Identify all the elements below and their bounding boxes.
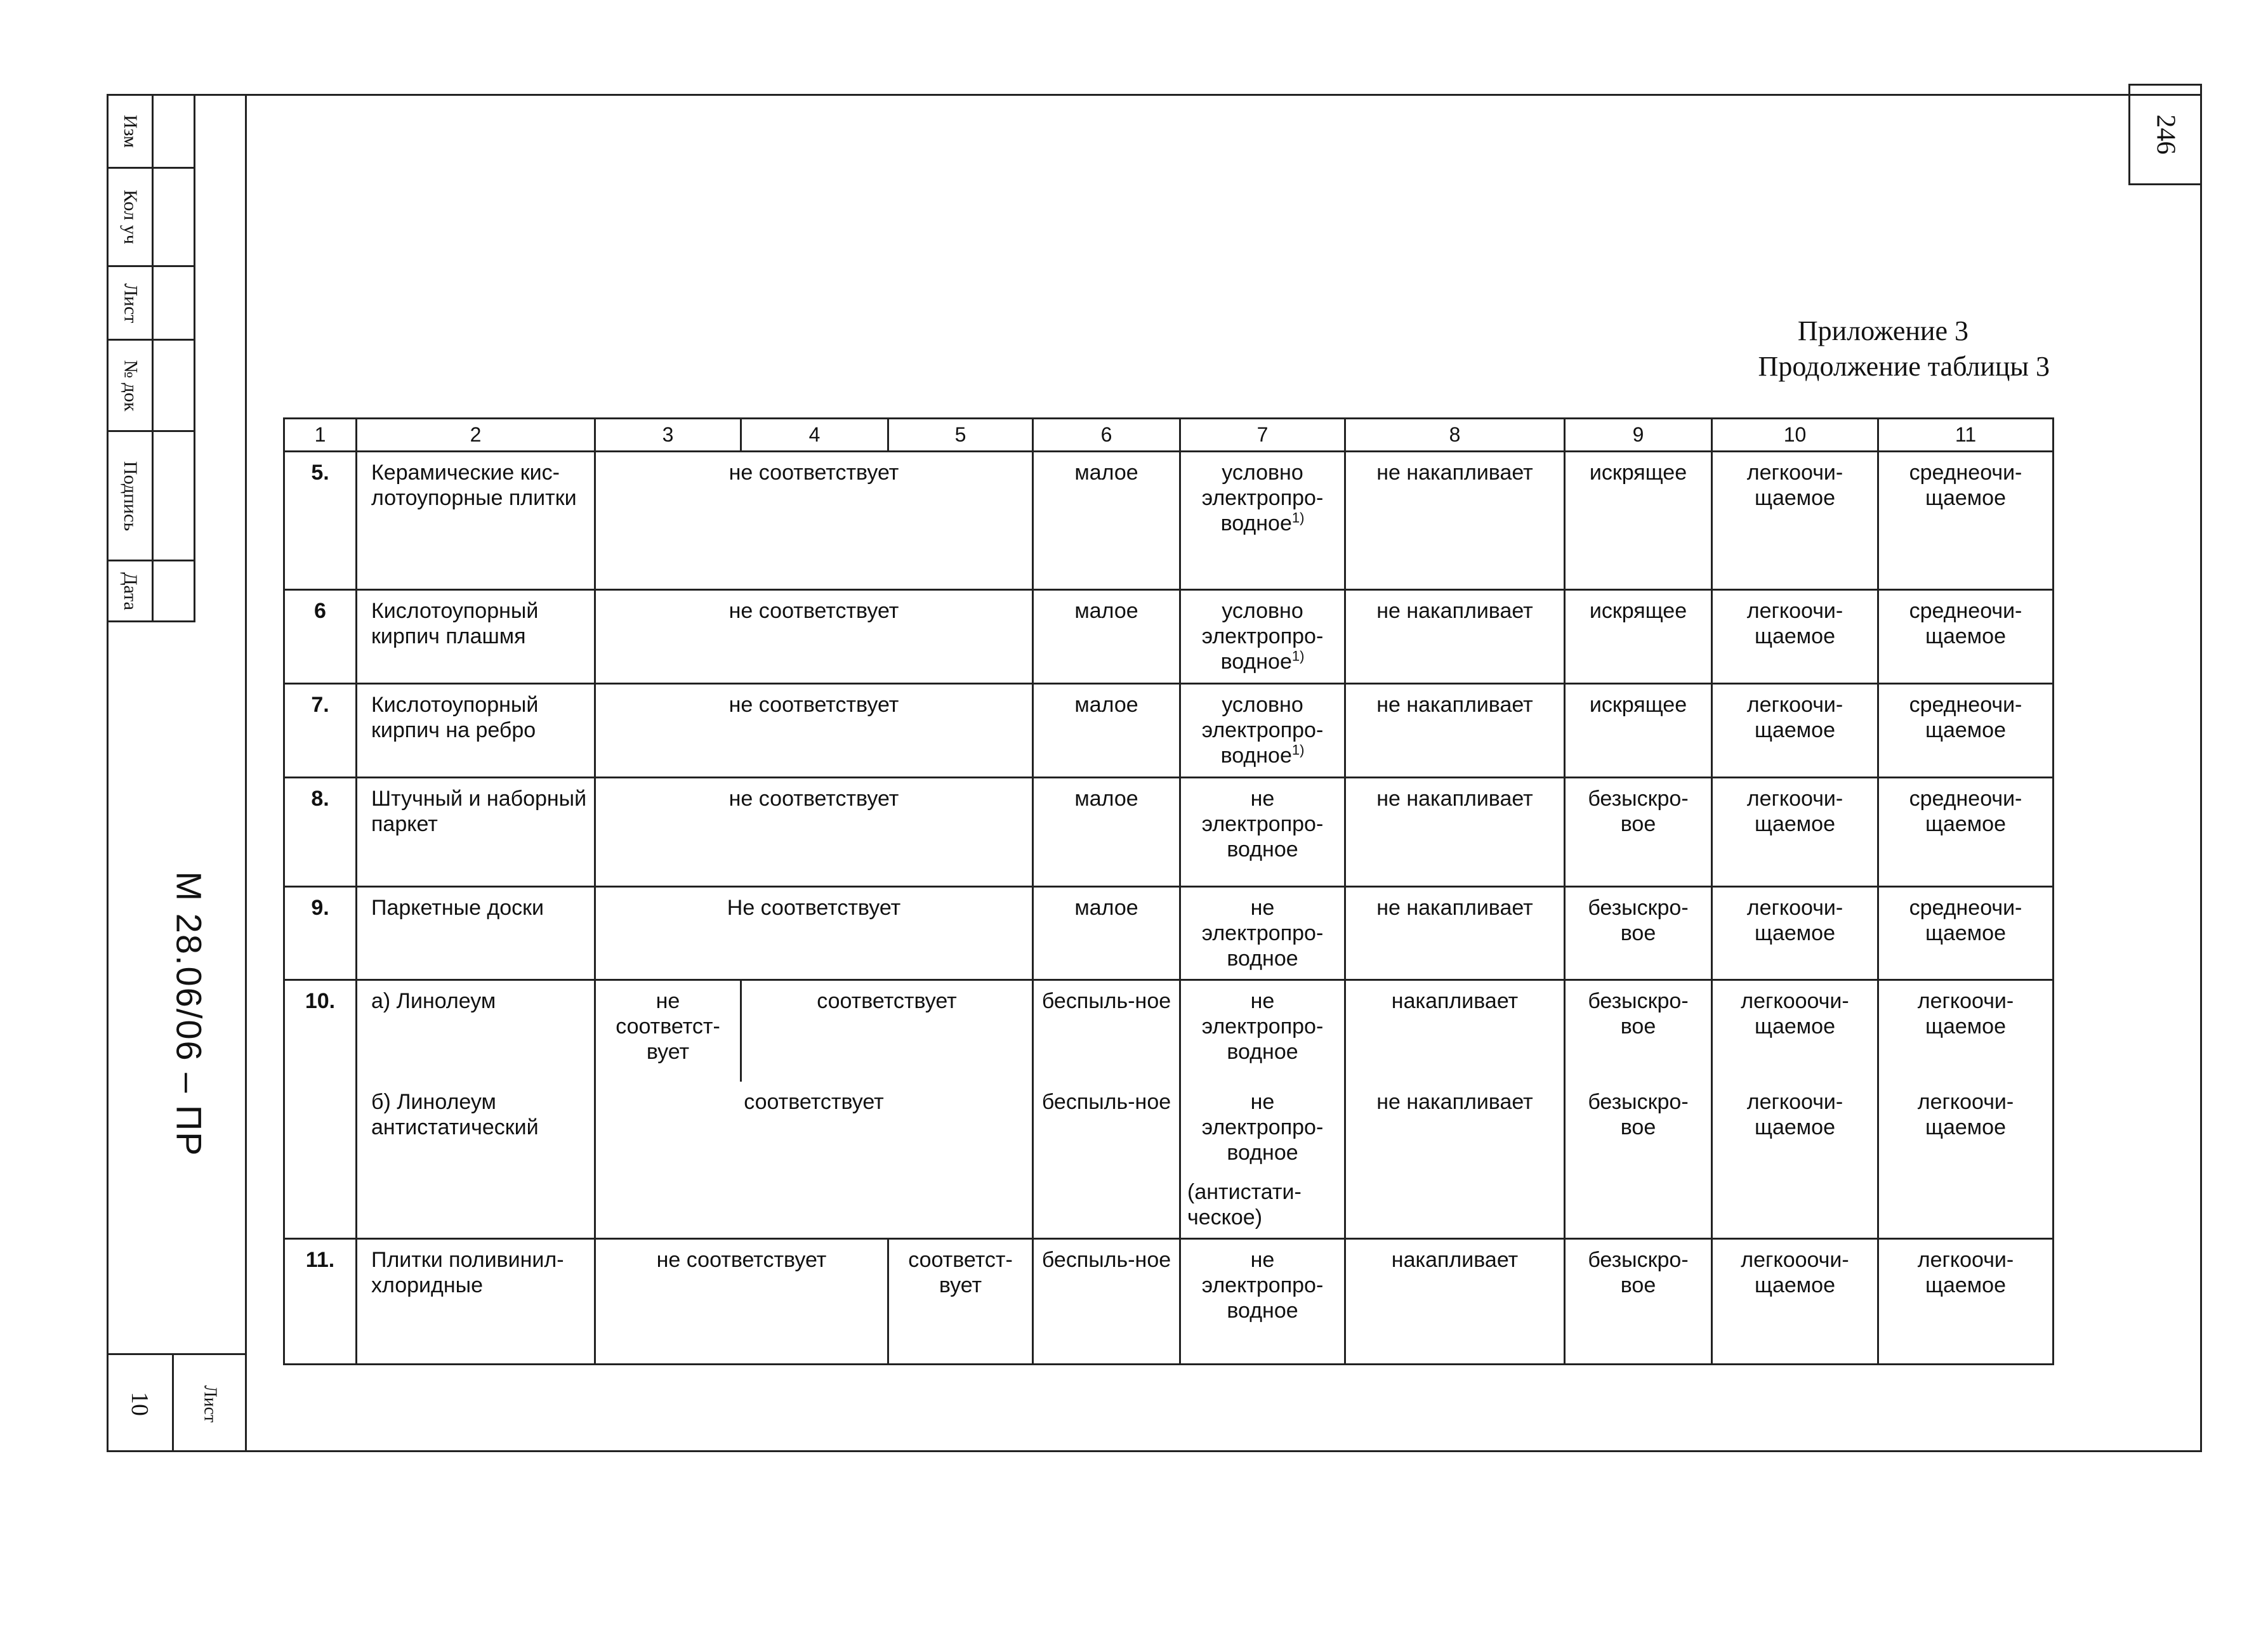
table-continuation-label: Продолжение таблицы 3 (1758, 351, 2050, 382)
page-number: 246 (2151, 114, 2180, 155)
material-name: Паркетные доски (357, 887, 595, 980)
cell-c8: не накапливает (1345, 684, 1565, 778)
cell-c7: условно электропро-водное$^{1)}$ (1180, 590, 1345, 684)
cell-c6: беспыль-ное (1033, 980, 1180, 1082)
col-num: 3 (595, 419, 741, 452)
row-number: 7. (284, 684, 357, 778)
cell-c45: соответствует (741, 980, 1033, 1082)
cell-c7: не электропро-водное (1180, 887, 1345, 980)
cell-c10: легкоочи-щаемое (1712, 684, 1878, 778)
cell-c345: не соответствует (595, 590, 1033, 684)
table-row (284, 980, 2054, 1082)
cell-c8: не накапливает (1345, 590, 1565, 684)
cell-c345: Не соответствует (595, 887, 1033, 980)
col-num: 5 (888, 419, 1033, 452)
cell-c9: безыскро-вое (1565, 887, 1712, 980)
cell-c11: легкоочи-щаемое (1878, 1238, 2054, 1364)
cell-c6: малое (1033, 590, 1180, 684)
cell-c8: не накапливает (1345, 452, 1565, 590)
stamp-label-date: Дата (119, 572, 141, 610)
material-name: Кислотоупорный кирпич на ребро (357, 684, 595, 778)
cell-c10: легкооочи-щаемое (1712, 1238, 1878, 1364)
cell-c9: безыскро-вое (1565, 1238, 1712, 1364)
cell-c9: безыскро-вое (1565, 1082, 1712, 1239)
row-number: 10. (284, 980, 357, 1239)
col-num: 7 (1180, 419, 1345, 452)
cell-c7: условно электропро-водное$^{1)}$ (1180, 452, 1345, 590)
cell-c9: искрящее (1565, 590, 1712, 684)
col-num: 8 (1345, 419, 1565, 452)
table-row (284, 778, 2054, 887)
sheet-label: Лист (199, 1385, 220, 1422)
cell-c7: условно электропро-водное$^{1)}$ (1180, 684, 1345, 778)
cell-c11: среднеочи-щаемое (1878, 590, 2054, 684)
cell-c345: соответствует (595, 1082, 1033, 1239)
material-name: а) Линолеум (357, 980, 595, 1082)
stamp-label-list: Лист (119, 283, 141, 323)
page-number-box (2128, 84, 2202, 185)
cell-c11: среднеочи-щаемое (1878, 684, 2054, 778)
cell-c8: накапливает (1345, 1238, 1565, 1364)
cell-c6: беспыль-ное (1033, 1238, 1180, 1364)
cell-c9: искрящее (1565, 684, 1712, 778)
cell-c6: малое (1033, 452, 1180, 590)
document-code: М 28.06/06 – ПР (169, 870, 209, 1157)
cell-c11: легкоочи-щаемое (1878, 1082, 2054, 1239)
cell-c8: не накапливает (1345, 1082, 1565, 1239)
column-number-row (284, 419, 2054, 452)
material-name: Кислотоупорный кирпич плашмя (357, 590, 595, 684)
cell-c6: малое (1033, 684, 1180, 778)
material-name: б) Линолеум антистатический (357, 1082, 595, 1239)
col-num: 4 (741, 419, 888, 452)
cell-c7: не электропро-водное (антистати-ческое) (1180, 1082, 1345, 1239)
material-name: Керамические кис-лотоупорные плитки (357, 452, 595, 590)
row-number: 9. (284, 887, 357, 980)
table-row (284, 684, 2054, 778)
table-row (284, 887, 2054, 980)
cell-c10: легкоочи-щаемое (1712, 778, 1878, 887)
stamp-label-doc-no: № док (120, 360, 141, 411)
cell-c10: легкоочи-щаемое (1712, 590, 1878, 684)
cell-c9: безыскро-вое (1565, 778, 1712, 887)
cell-c7: не электропро-водное (1180, 1238, 1345, 1364)
cell-c9: искрящее (1565, 452, 1712, 590)
cell-c7: не электропро-водное (1180, 778, 1345, 887)
table-row (284, 1082, 2054, 1239)
sheet-number: 10 (126, 1391, 153, 1416)
cell-c3: не соответст-вует (595, 980, 741, 1082)
table-row (284, 452, 2054, 590)
row-number: 5. (284, 452, 357, 590)
cell-c11: среднеочи-щаемое (1878, 452, 2054, 590)
floor-materials-table (283, 417, 2054, 1365)
cell-c9: безыскро-вое (1565, 980, 1712, 1082)
table-row (284, 1238, 2054, 1364)
cell-c7: не электропро-водное (1180, 980, 1345, 1082)
cell-c6: малое (1033, 887, 1180, 980)
row-number: 6 (284, 590, 357, 684)
cell-c8: не накапливает (1345, 887, 1565, 980)
cell-c5: соответст-вует (888, 1238, 1033, 1364)
cell-c345: не соответствует (595, 778, 1033, 887)
row-number: 8. (284, 778, 357, 887)
cell-c8: накапливает (1345, 980, 1565, 1082)
appendix-label: Приложение 3 (1797, 315, 1968, 346)
table-row (284, 590, 2054, 684)
cell-c8: не накапливает (1345, 778, 1565, 887)
cell-c10: легкооочи-щаемое (1712, 980, 1878, 1082)
col-num: 10 (1712, 419, 1878, 452)
cell-c34: не соответствует (595, 1238, 888, 1364)
col-num: 2 (357, 419, 595, 452)
col-num: 6 (1033, 419, 1180, 452)
cell-c11: легкоочи-щаемое (1878, 980, 2054, 1082)
cell-c10: легкоочи-щаемое (1712, 452, 1878, 590)
cell-c345: не соответствует (595, 452, 1033, 590)
cell-c10: легкоочи-щаемое (1712, 887, 1878, 980)
cell-c11: среднеочи-щаемое (1878, 887, 2054, 980)
material-name: Штучный и наборный паркет (357, 778, 595, 887)
material-name: Плитки поливинил-хлоридные (357, 1238, 595, 1364)
col-num: 9 (1565, 419, 1712, 452)
cell-c11: среднеочи-щаемое (1878, 778, 2054, 887)
stamp-label-kol-uch: Кол уч (120, 190, 141, 244)
title-block-strip (107, 94, 265, 1452)
row-number: 11. (284, 1238, 357, 1364)
stamp-label-izm: Изм (119, 114, 141, 148)
stamp-label-signature: Подпись (120, 461, 142, 531)
cell-c10: легкоочи-щаемое (1712, 1082, 1878, 1239)
cell-c345: не соответствует (595, 684, 1033, 778)
cell-c6: малое (1033, 778, 1180, 887)
col-num: 1 (284, 419, 357, 452)
cell-c6: беспыль-ное (1033, 1082, 1180, 1239)
col-num: 11 (1878, 419, 2054, 452)
